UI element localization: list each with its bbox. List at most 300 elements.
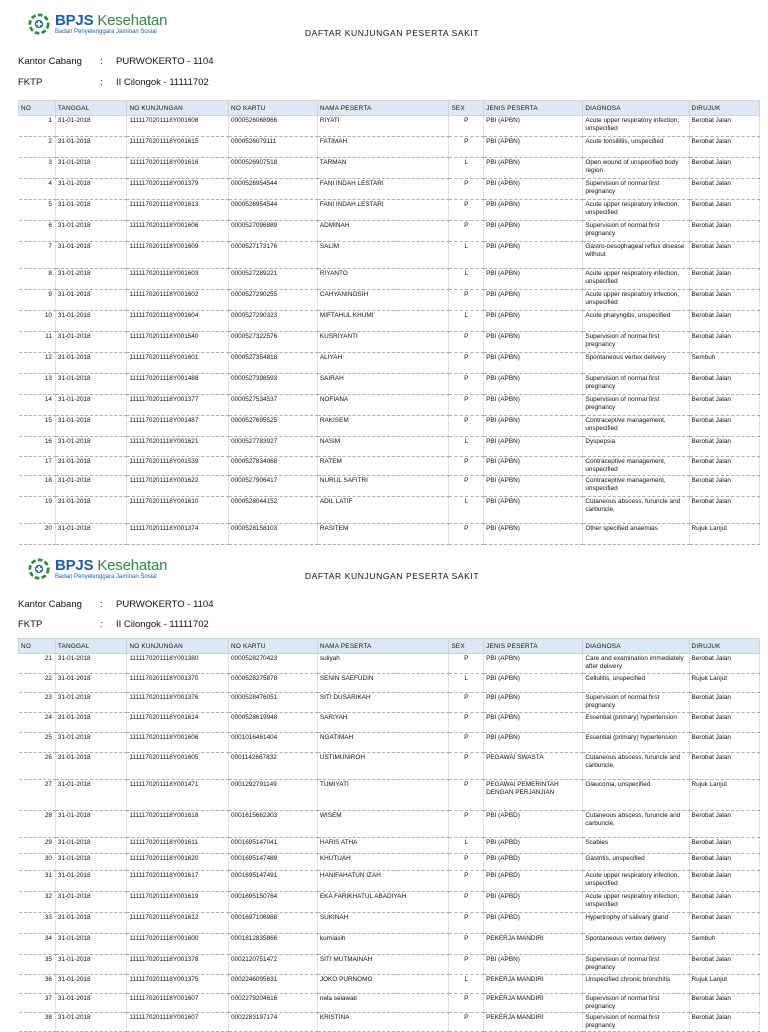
cell-nama-peserta: HANIFAHATUN IZAH: [317, 871, 449, 892]
cell-diagnosa: Gastro-oesophageal reflux disease without: [583, 242, 689, 269]
cell-dirujuk: Sembuh: [689, 353, 759, 374]
cell-sex: L: [449, 674, 484, 693]
cell-no: 20: [19, 524, 56, 545]
table-row: [19, 116, 760, 137]
table-row: [19, 713, 760, 733]
cell-dirujuk: Berobat Jalan: [689, 892, 759, 913]
table-row: [19, 242, 760, 269]
cell-no: 10: [19, 311, 56, 332]
cell-no-kunjungan: 1111170201118Y001601: [127, 353, 229, 374]
cell-sex: L: [449, 838, 484, 854]
cell-nama-peserta: RAKISEM: [317, 416, 449, 437]
cell-dirujuk: Berobat Jalan: [689, 713, 759, 733]
cell-no-kunjungan: 1111170201118Y001379: [127, 179, 229, 200]
cell-tanggal: 31-01-2018: [55, 311, 127, 332]
cell-nama-peserta: FANI INDAH LESTARI: [317, 179, 449, 200]
column-header-sex: SEX: [449, 639, 484, 654]
cell-diagnosa: Supervision of normal first pregnancy: [583, 1013, 689, 1032]
cell-diagnosa: Acute upper respiratory infection, unspecified: [583, 116, 689, 137]
cell-no-kartu: 0000527834068: [229, 457, 318, 476]
cell-jenis-peserta: PBI (APBN): [484, 955, 583, 975]
cell-tanggal: 31-01-2018: [55, 137, 127, 158]
cell-sex: P: [449, 116, 484, 137]
cell-tanggal: 31-01-2018: [55, 975, 127, 994]
cell-jenis-peserta: PBI (APBD): [484, 838, 583, 854]
table-row: [19, 437, 760, 457]
cell-jenis-peserta: PBI (APBN): [484, 416, 583, 437]
cell-no-kartu: 0001142667832: [229, 753, 318, 780]
cell-jenis-peserta: PBI (APBN): [484, 457, 583, 476]
cell-no-kunjungan: 1111170201118Y001611: [127, 838, 229, 854]
cell-sex: L: [449, 497, 484, 524]
cell-no: 36: [19, 975, 56, 994]
column-header-nama-peserta: NAMA PESERTA: [317, 101, 449, 116]
cell-nama-peserta: SITI MUTMAINAH: [317, 955, 449, 975]
cell-no: 4: [19, 179, 56, 200]
colon: :: [100, 56, 103, 67]
cell-tanggal: 31-01-2018: [55, 200, 127, 221]
cell-nama-peserta: NURUL SAFITRI: [317, 476, 449, 497]
cell-tanggal: 31-01-2018: [55, 753, 127, 780]
cell-no-kartu: 0000528270423: [229, 654, 318, 674]
column-header-no-kartu: NO KARTU: [229, 639, 318, 654]
cell-tanggal: 31-01-2018: [55, 158, 127, 179]
cell-no-kunjungan: 1111170201118Y001608: [127, 116, 229, 137]
cell-diagnosa: Contraceptive management, unspecified: [583, 416, 689, 437]
cell-diagnosa: Gastritis, unspecified: [583, 854, 689, 871]
table-row: [19, 497, 760, 524]
cell-sex: L: [449, 437, 484, 457]
cell-no: 7: [19, 242, 56, 269]
cell-no-kunjungan: 1111170201118Y001377: [127, 395, 229, 416]
cell-no-kunjungan: 1111170201118Y001620: [127, 854, 229, 871]
table-row: [19, 1013, 760, 1032]
cell-tanggal: 31-01-2018: [55, 269, 127, 290]
cell-no-kartu: 0000528158103: [229, 524, 318, 545]
report-page-2: [0, 545, 768, 1029]
table-row: [19, 200, 760, 221]
cell-tanggal: 31-01-2018: [55, 713, 127, 733]
table-row: [19, 137, 760, 158]
table-row: [19, 311, 760, 332]
cell-no-kunjungan: 1111170201118Y001606: [127, 733, 229, 753]
table-row: [19, 476, 760, 497]
cell-no-kunjungan: 1111170201118Y001604: [127, 311, 229, 332]
cell-nama-peserta: NGATIMAH: [317, 733, 449, 753]
table-row: [19, 374, 760, 395]
cell-jenis-peserta: PBI (APBN): [484, 374, 583, 395]
cell-no: 11: [19, 332, 56, 353]
cell-tanggal: 31-01-2018: [55, 416, 127, 437]
cell-sex: P: [449, 913, 484, 934]
table-header-row: [19, 639, 760, 654]
cell-dirujuk: Berobat Jalan: [689, 221, 759, 242]
cell-diagnosa: Spontaneous vertex delivery: [583, 934, 689, 955]
cell-tanggal: 31-01-2018: [55, 780, 127, 811]
cell-no-kunjungan: 1111170201118Y001619: [127, 892, 229, 913]
cell-tanggal: 31-01-2018: [55, 693, 127, 713]
cell-dirujuk: Berobat Jalan: [689, 654, 759, 674]
cell-diagnosa: Supervision of normal first pregnancy: [583, 179, 689, 200]
cell-no-kartu: 0000527783927: [229, 437, 318, 457]
table-row: [19, 892, 760, 913]
cell-no-kunjungan: 1111170201118Y001613: [127, 200, 229, 221]
cell-no: 17: [19, 457, 56, 476]
cell-no-kunjungan: 1111170201118Y001616: [127, 158, 229, 179]
cell-no: 21: [19, 654, 56, 674]
cell-tanggal: 31-01-2018: [55, 497, 127, 524]
cell-dirujuk: Berobat Jalan: [689, 395, 759, 416]
cell-tanggal: 31-01-2018: [55, 892, 127, 913]
cell-nama-peserta: TARMAN: [317, 158, 449, 179]
cell-tanggal: 31-01-2018: [55, 733, 127, 753]
cell-nama-peserta: FANI INDAH LESTARI: [317, 200, 449, 221]
cell-nama-peserta: CAHYANINGSIH: [317, 290, 449, 311]
cell-diagnosa: Contraceptive management, unspecified: [583, 476, 689, 497]
table-row: [19, 975, 760, 994]
cell-tanggal: 31-01-2018: [55, 221, 127, 242]
cell-no-kartu: 0001695150764: [229, 892, 318, 913]
cell-jenis-peserta: PBI (APBN): [484, 693, 583, 713]
cell-jenis-peserta: PEKERJA MANDIRI: [484, 975, 583, 994]
cell-diagnosa: Unspecified chronic bronchitis: [583, 975, 689, 994]
cell-nama-peserta: KUSRIYANTI: [317, 332, 449, 353]
cell-no-kartu: 0000527290255: [229, 290, 318, 311]
cell-jenis-peserta: PEKERJA MANDIRI: [484, 934, 583, 955]
cell-tanggal: 31-01-2018: [55, 353, 127, 374]
cell-nama-peserta: ADMINAH: [317, 221, 449, 242]
cell-nama-peserta: RIYATI: [317, 116, 449, 137]
table-row: [19, 457, 760, 476]
cell-tanggal: 31-01-2018: [55, 116, 127, 137]
logo-title: BPJS Kesehatan: [55, 557, 168, 574]
cell-nama-peserta: RIYANTO: [317, 269, 449, 290]
cell-no-kartu: 0002279204616: [229, 994, 318, 1013]
cell-no: 37: [19, 994, 56, 1013]
cell-diagnosa: Scabies: [583, 838, 689, 854]
cell-nama-peserta: RASITEM: [317, 524, 449, 545]
cell-no-kartu: 0000527322576: [229, 332, 318, 353]
cell-no: 18: [19, 476, 56, 497]
cell-diagnosa: Spontaneous vertex delivery: [583, 353, 689, 374]
cell-dirujuk: Rujuk Lanjut: [689, 524, 759, 545]
cell-sex: L: [449, 269, 484, 290]
colon: :: [100, 599, 103, 610]
cell-tanggal: 31-01-2018: [55, 290, 127, 311]
table-row: [19, 179, 760, 200]
cell-no-kartu: 0002120751472: [229, 955, 318, 975]
cell-no: 24: [19, 713, 56, 733]
column-header-tanggal: TANGGAL: [55, 639, 127, 654]
cell-diagnosa: Hypertrophy of salivary gland: [583, 913, 689, 934]
cell-tanggal: 31-01-2018: [55, 476, 127, 497]
cell-no: 22: [19, 674, 56, 693]
cell-sex: P: [449, 811, 484, 838]
cell-nama-peserta: RATEM: [317, 457, 449, 476]
column-header-diagnosa: DIAGNOSA: [583, 639, 689, 654]
cell-no: 30: [19, 854, 56, 871]
cell-diagnosa: Supervision of normal first pregnancy: [583, 221, 689, 242]
table-row: [19, 416, 760, 437]
cell-no-kartu: 0000527290323: [229, 311, 318, 332]
cell-no: 14: [19, 395, 56, 416]
table-row: [19, 955, 760, 975]
cell-diagnosa: Care and examination immediately after delivery: [583, 654, 689, 674]
cell-no-kunjungan: 1111170201118Y001612: [127, 913, 229, 934]
table-row: [19, 290, 760, 311]
cell-jenis-peserta: PBI (APBN): [484, 476, 583, 497]
cell-dirujuk: Berobat Jalan: [689, 1013, 759, 1032]
cell-sex: L: [449, 975, 484, 994]
document-title: DAFTAR KUNJUNGAN PESERTA SAKIT: [304, 28, 480, 38]
kantor-cabang-label: Kantor Cabang: [18, 56, 82, 67]
cell-tanggal: 31-01-2018: [55, 674, 127, 693]
cell-jenis-peserta: PBI (APBN): [484, 221, 583, 242]
cell-jenis-peserta: PBI (APBN): [484, 200, 583, 221]
cell-no-kartu: 0001292791149: [229, 780, 318, 811]
cell-tanggal: 31-01-2018: [55, 332, 127, 353]
cell-dirujuk: Berobat Jalan: [689, 416, 759, 437]
cell-dirujuk: Berobat Jalan: [689, 838, 759, 854]
cell-sex: P: [449, 374, 484, 395]
cell-no-kartu: 0001695147489: [229, 854, 318, 871]
cell-no: 15: [19, 416, 56, 437]
column-header-nama-peserta: NAMA PESERTA: [317, 639, 449, 654]
cell-no: 5: [19, 200, 56, 221]
table-row: [19, 913, 760, 934]
cell-no: 27: [19, 780, 56, 811]
cell-jenis-peserta: PBI (APBN): [484, 713, 583, 733]
cell-no-kartu: 0000528619948: [229, 713, 318, 733]
cell-no-kunjungan: 1111170201118Y001380: [127, 654, 229, 674]
cell-tanggal: 31-01-2018: [55, 457, 127, 476]
cell-nama-peserta: SAIRAH: [317, 374, 449, 395]
cell-sex: P: [449, 871, 484, 892]
cell-tanggal: 31-01-2018: [55, 913, 127, 934]
cell-no-kunjungan: 1111170201118Y001610: [127, 497, 229, 524]
fktp-label: FKTP: [18, 619, 43, 630]
cell-nama-peserta: EKA FARIKHATUL ABADIYAH: [317, 892, 449, 913]
table-row: [19, 221, 760, 242]
cell-dirujuk: Berobat Jalan: [689, 693, 759, 713]
cell-no-kartu: 0000527695525: [229, 416, 318, 437]
cell-no: 19: [19, 497, 56, 524]
cell-sex: P: [449, 713, 484, 733]
cell-dirujuk: Berobat Jalan: [689, 733, 759, 753]
cell-tanggal: 31-01-2018: [55, 871, 127, 892]
column-header-jenis-peserta: JENIS PESERTA: [484, 101, 583, 116]
cell-diagnosa: Supervision of normal first pregnancy: [583, 374, 689, 395]
cell-dirujuk: Berobat Jalan: [689, 290, 759, 311]
cell-no: 28: [19, 811, 56, 838]
cell-jenis-peserta: PBI (APBN): [484, 158, 583, 179]
cell-no-kartu: 0000526907518: [229, 158, 318, 179]
fktp-label: FKTP: [18, 77, 43, 88]
cell-no-kunjungan: 1111170201118Y001539: [127, 457, 229, 476]
kantor-cabang-value: PURWOKERTO - 1104: [116, 56, 214, 67]
cell-jenis-peserta: PBI (APBN): [484, 353, 583, 374]
cell-no: 32: [19, 892, 56, 913]
cell-dirujuk: Berobat Jalan: [689, 137, 759, 158]
cell-dirujuk: Berobat Jalan: [689, 116, 759, 137]
cell-tanggal: 31-01-2018: [55, 994, 127, 1013]
cell-tanggal: 31-01-2018: [55, 934, 127, 955]
cell-jenis-peserta: PBI (APBD): [484, 854, 583, 871]
cell-nama-peserta: KHUTUAH: [317, 854, 449, 871]
table-row: [19, 674, 760, 693]
cell-nama-peserta: ADIL LATIF: [317, 497, 449, 524]
kantor-cabang-row: [18, 599, 214, 610]
cell-jenis-peserta: PBI (APBN): [484, 437, 583, 457]
cell-sex: P: [449, 854, 484, 871]
cell-tanggal: 31-01-2018: [55, 242, 127, 269]
cell-sex: P: [449, 457, 484, 476]
cell-nama-peserta: suliyah: [317, 654, 449, 674]
column-header-diagnosa: DIAGNOSA: [583, 101, 689, 116]
cell-jenis-peserta: PBI (APBN): [484, 497, 583, 524]
cell-no: 2: [19, 137, 56, 158]
cell-no-kunjungan: 1111170201118Y001378: [127, 955, 229, 975]
cell-no: 6: [19, 221, 56, 242]
cell-no-kunjungan: 1111170201118Y001607: [127, 1013, 229, 1032]
cell-jenis-peserta: PBI (APBN): [484, 332, 583, 353]
cell-sex: P: [449, 780, 484, 811]
cell-no: 29: [19, 838, 56, 854]
cell-tanggal: 31-01-2018: [55, 179, 127, 200]
cell-diagnosa: Cellulitis, unspecified: [583, 674, 689, 693]
cell-dirujuk: Berobat Jalan: [689, 497, 759, 524]
cell-sex: P: [449, 353, 484, 374]
table-row: [19, 395, 760, 416]
cell-no-kunjungan: 1111170201118Y001376: [127, 693, 229, 713]
cell-sex: P: [449, 654, 484, 674]
cell-no-kunjungan: 1111170201118Y001605: [127, 753, 229, 780]
cell-no: 3: [19, 158, 56, 179]
cell-no-kunjungan: 1111170201118Y001614: [127, 713, 229, 733]
colon: :: [100, 77, 103, 88]
cell-jenis-peserta: PEGAWAI PEMERINTAH DENGAN PERJANJIAN: [484, 780, 583, 811]
cell-nama-peserta: HARIS ATHA: [317, 838, 449, 854]
cell-sex: P: [449, 179, 484, 200]
table-row: [19, 158, 760, 179]
cell-dirujuk: Berobat Jalan: [689, 811, 759, 838]
cell-no: 25: [19, 733, 56, 753]
cell-tanggal: 31-01-2018: [55, 1013, 127, 1032]
cell-dirujuk: Berobat Jalan: [689, 457, 759, 476]
cell-sex: P: [449, 476, 484, 497]
cell-no-kunjungan: 1111170201118Y001540: [127, 332, 229, 353]
cell-no-kunjungan: 1111170201118Y001374: [127, 524, 229, 545]
cell-no-kunjungan: 1111170201118Y001488: [127, 374, 229, 395]
cell-no-kunjungan: 1111170201118Y001617: [127, 871, 229, 892]
cell-no-kunjungan: 1111170201118Y001370: [127, 674, 229, 693]
table-row: [19, 934, 760, 955]
table-row: [19, 871, 760, 892]
cell-diagnosa: Cutaneous abscess, furuncle and carbuncle,: [583, 753, 689, 780]
fktp-row: [18, 77, 209, 88]
cell-diagnosa: Acute upper respiratory infection, unspecified: [583, 269, 689, 290]
cell-jenis-peserta: PEKERJA MANDIRI: [484, 994, 583, 1013]
cell-no-kunjungan: 1111170201118Y001607: [127, 994, 229, 1013]
cell-sex: P: [449, 200, 484, 221]
cell-dirujuk: Berobat Jalan: [689, 476, 759, 497]
cell-nama-peserta: SENIN SAEFUDIN: [317, 674, 449, 693]
visit-table-page-2: [18, 638, 760, 1032]
cell-no: 23: [19, 693, 56, 713]
cell-no-kartu: 0000527173176: [229, 242, 318, 269]
table-row: [19, 780, 760, 811]
fktp-value: II Cilongok - 11111702: [116, 77, 209, 88]
cell-no-kunjungan: 1111170201118Y001609: [127, 242, 229, 269]
cell-tanggal: 31-01-2018: [55, 395, 127, 416]
cell-diagnosa: Other specified anaemias: [583, 524, 689, 545]
cell-no-kartu: 0000527906417: [229, 476, 318, 497]
column-header-no-kartu: NO KARTU: [229, 101, 318, 116]
cell-sex: P: [449, 994, 484, 1013]
cell-diagnosa: Cutaneous abscess, furuncle and carbuncle,: [583, 811, 689, 838]
cell-nama-peserta: NOFIANA: [317, 395, 449, 416]
cell-diagnosa: Acute upper respiratory infection, unspecified: [583, 892, 689, 913]
cell-diagnosa: Acute upper respiratory infection, unspecified: [583, 200, 689, 221]
cell-dirujuk: Berobat Jalan: [689, 179, 759, 200]
cell-diagnosa: Contraceptive management, unspecified: [583, 457, 689, 476]
cell-dirujuk: Berobat Jalan: [689, 269, 759, 290]
fktp-value: II Cilongok - 11111702: [116, 619, 209, 630]
cell-no: 26: [19, 753, 56, 780]
column-header-no: NO: [19, 101, 56, 116]
cell-jenis-peserta: PBI (APBN): [484, 524, 583, 545]
cell-tanggal: 31-01-2018: [55, 811, 127, 838]
cell-no: 35: [19, 955, 56, 975]
cell-jenis-peserta: PBI (APBN): [484, 290, 583, 311]
cell-nama-peserta: SALIM: [317, 242, 449, 269]
cell-sex: P: [449, 137, 484, 158]
cell-no-kartu: 0001812835866: [229, 934, 318, 955]
cell-sex: P: [449, 332, 484, 353]
cell-dirujuk: Berobat Jalan: [689, 311, 759, 332]
cell-sex: P: [449, 753, 484, 780]
cell-sex: P: [449, 955, 484, 975]
table-row: [19, 838, 760, 854]
cell-tanggal: 31-01-2018: [55, 437, 127, 457]
cell-dirujuk: Berobat Jalan: [689, 158, 759, 179]
cell-diagnosa: Cutaneous abscess, furuncle and carbuncle,: [583, 497, 689, 524]
table-row: [19, 811, 760, 838]
cell-no-kunjungan: 1111170201118Y001621: [127, 437, 229, 457]
cell-sex: P: [449, 892, 484, 913]
cell-diagnosa: Acute tonsillitis, unspecified: [583, 137, 689, 158]
cell-nama-peserta: NASIM: [317, 437, 449, 457]
cell-jenis-peserta: PBI (APBN): [484, 269, 583, 290]
cell-sex: P: [449, 934, 484, 955]
cell-nama-peserta: KRISTINA: [317, 1013, 449, 1032]
cell-nama-peserta: FATIMAH: [317, 137, 449, 158]
cell-no-kartu: 0000526954544: [229, 200, 318, 221]
cell-nama-peserta: TUMIYATI: [317, 780, 449, 811]
table-row: [19, 353, 760, 374]
colon: :: [100, 619, 103, 630]
cell-dirujuk: Berobat Jalan: [689, 242, 759, 269]
cell-dirujuk: Rujuk Lanjut: [689, 975, 759, 994]
kantor-cabang-label: Kantor Cabang: [18, 599, 82, 610]
cell-diagnosa: Glaucoma, unspecified: [583, 780, 689, 811]
cell-no: 8: [19, 269, 56, 290]
cell-no-kunjungan: 1111170201118Y001602: [127, 290, 229, 311]
cell-no-kartu: 0000526079111: [229, 137, 318, 158]
cell-dirujuk: Berobat Jalan: [689, 374, 759, 395]
cell-dirujuk: Berobat Jalan: [689, 332, 759, 353]
cell-no-kunjungan: 1111170201118Y001615: [127, 137, 229, 158]
